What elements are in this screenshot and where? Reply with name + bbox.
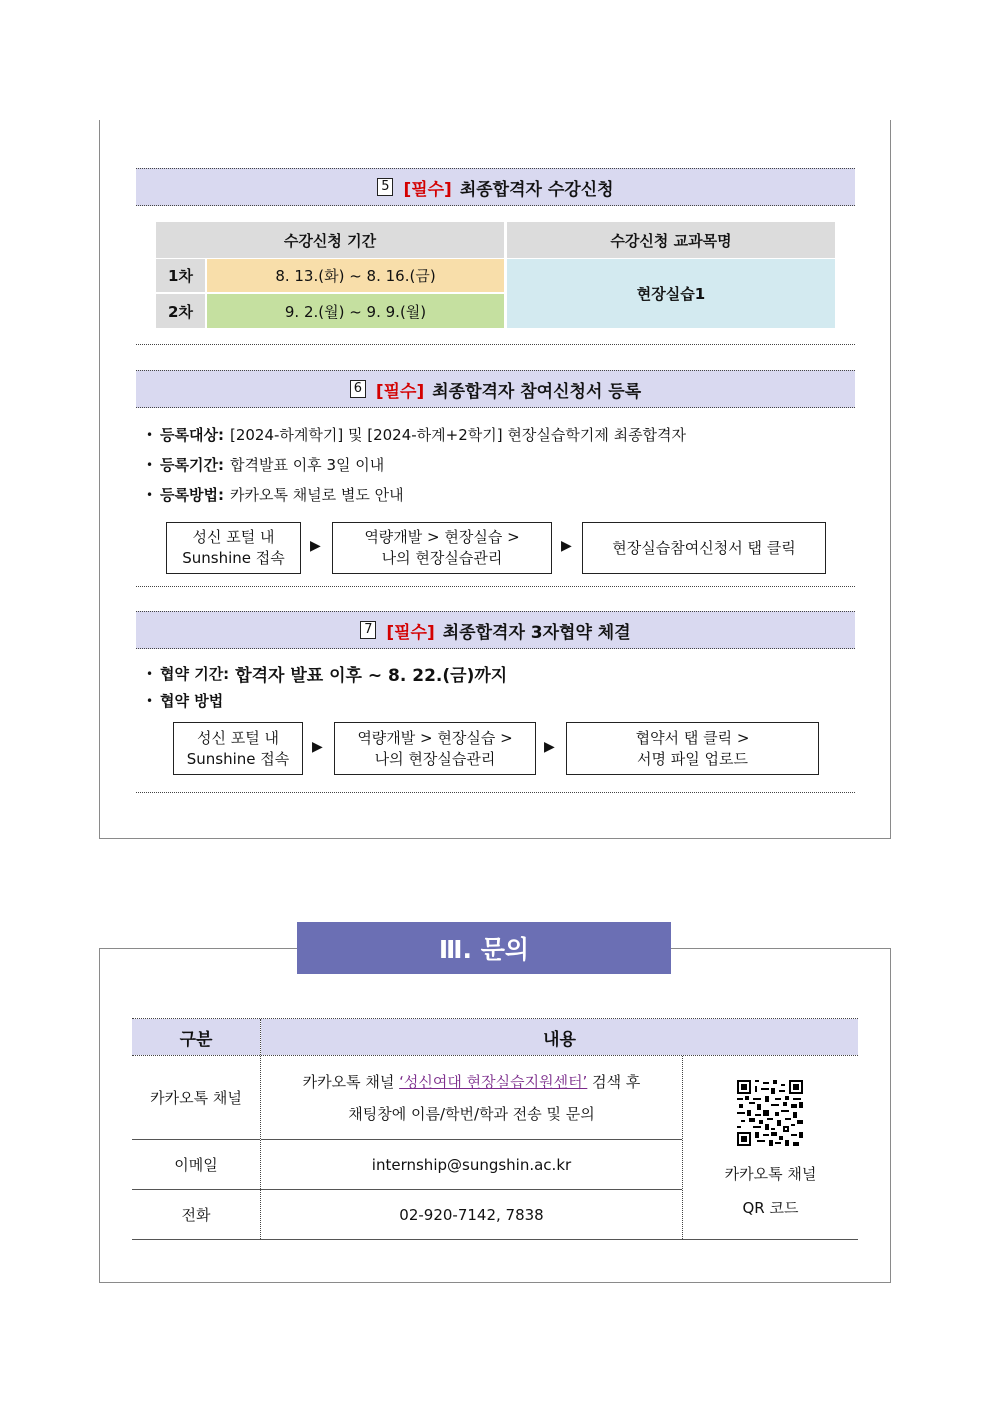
bullet-agreement-period bbox=[146, 661, 513, 686]
section-divider bbox=[136, 586, 855, 587]
channel-name-link[interactable]: ‘성신여대 현장실습지원센터’ bbox=[399, 1073, 588, 1091]
row-category-email: 이메일 bbox=[174, 1156, 218, 1174]
phone-number: 02-920-7142, 7838 bbox=[399, 1205, 544, 1224]
flow-line: 역량개발 > 현장실습 > bbox=[357, 728, 513, 747]
round-period-2: 9. 2.(월) ~ 9. 9.(월) bbox=[207, 294, 504, 328]
bullet-dot-icon: • bbox=[146, 427, 154, 442]
section-number-badge: 5 bbox=[377, 178, 393, 196]
flow-step-2 bbox=[334, 722, 536, 775]
section6-header bbox=[136, 370, 855, 408]
required-tag: [필수] bbox=[403, 179, 452, 200]
flow-line: 역량개발 > 현장실습 > bbox=[364, 528, 520, 546]
bullet-label: 등록방법: bbox=[160, 486, 224, 504]
arrow-right-icon: ▶ bbox=[561, 538, 572, 554]
bullet-text: 합격발표 이후 3일 이내 bbox=[229, 456, 385, 474]
section-title: 최종합격자 수강신청 bbox=[459, 179, 614, 200]
bullet-label: 협약 방법 bbox=[160, 692, 224, 710]
bullet-target bbox=[146, 424, 686, 445]
table-header-category: 구분 bbox=[132, 1019, 260, 1055]
flow-line: 성신 포털 내 bbox=[192, 528, 275, 546]
flow-line: Sunshine 접속 bbox=[182, 549, 285, 567]
bullet-label: 협약 기간: bbox=[160, 665, 230, 683]
qr-label-2: QR 코드 bbox=[742, 1198, 799, 1217]
bullet-agreement-method bbox=[146, 690, 229, 711]
arrow-right-icon: ▶ bbox=[310, 538, 321, 554]
flow-line: 협약서 탭 클릭 > bbox=[635, 728, 750, 747]
bullet-method bbox=[146, 484, 404, 505]
text-segment: 카카오톡 채널 bbox=[302, 1073, 400, 1091]
bullet-dot-icon: • bbox=[146, 487, 154, 502]
section-number-badge: 6 bbox=[350, 380, 366, 398]
flow-line: 서명 파일 업로드 bbox=[637, 749, 748, 768]
table-header-content: 내용 bbox=[261, 1019, 858, 1055]
bullet-period bbox=[146, 454, 384, 475]
section-title: 최종합격자 3자협약 체결 bbox=[442, 622, 631, 643]
bullet-text: 합격자 발표 이후 ~ 8. 22.(금)까지 bbox=[235, 666, 508, 686]
flow-line: 나의 현장실습관리 bbox=[374, 749, 496, 768]
qr-code-icon[interactable] bbox=[737, 1080, 803, 1146]
table-header-period: 수강신청 기간 bbox=[156, 222, 504, 258]
bullet-dot-icon: • bbox=[146, 666, 154, 681]
required-tag: [필수] bbox=[386, 622, 435, 643]
section-number-badge: 7 bbox=[360, 621, 376, 639]
section7-header bbox=[136, 611, 855, 649]
arrow-right-icon: ▶ bbox=[544, 739, 555, 755]
flow-step-3 bbox=[566, 722, 819, 775]
required-tag: [필수] bbox=[375, 381, 425, 402]
arrow-right-icon: ▶ bbox=[312, 739, 323, 755]
bullet-label: 등록기간: bbox=[160, 456, 224, 474]
bullet-label: 등록대상: bbox=[160, 426, 224, 444]
table-header-course: 수강신청 교과목명 bbox=[507, 222, 835, 258]
bullet-text: [2024-하계학기] 및 [2024-하계+2학기] 현장실습학기제 최종합격자 bbox=[229, 426, 687, 444]
bullet-dot-icon: • bbox=[146, 457, 154, 472]
row-category-kakao: 카카오톡 채널 bbox=[150, 1089, 242, 1107]
section-divider bbox=[136, 344, 855, 345]
section-divider bbox=[136, 792, 855, 793]
course-name: 현장실습1 bbox=[507, 259, 835, 328]
email-address[interactable]: internship@sungshin.ac.kr bbox=[371, 1155, 572, 1174]
section-title: 최종합격자 참여신청서 등록 bbox=[432, 381, 642, 402]
row-category-phone: 전화 bbox=[181, 1206, 211, 1224]
flow-line: 성신 포털 내 bbox=[197, 728, 279, 747]
flow-line: 현장실습참여신청서 탭 클릭 bbox=[612, 538, 796, 557]
qr-label-1: 카카오톡 채널 bbox=[724, 1164, 817, 1183]
text-segment: 검색 후 bbox=[587, 1073, 641, 1091]
round-period-1: 8. 13.(화) ~ 8. 16.(금) bbox=[207, 259, 504, 292]
table-bottom-line bbox=[132, 1239, 858, 1240]
round-label-1: 1차 bbox=[156, 259, 205, 292]
flow-step-2 bbox=[332, 522, 552, 574]
row-content-kakao bbox=[261, 1066, 682, 1130]
round-label-2: 2차 bbox=[156, 294, 205, 328]
flow-step-1 bbox=[166, 522, 301, 574]
inquiry-title: Ⅲ. 문의 bbox=[297, 922, 671, 974]
bullet-dot-icon: • bbox=[146, 693, 154, 708]
bullet-text: 카카오톡 채널로 별도 안내 bbox=[229, 486, 404, 504]
text-line: 채팅창에 이름/학번/학과 전송 및 문의 bbox=[348, 1105, 595, 1123]
flow-line: Sunshine 접속 bbox=[186, 749, 290, 768]
section5-header bbox=[136, 168, 855, 206]
flow-step-3 bbox=[582, 522, 826, 574]
flow-step-1 bbox=[173, 722, 303, 775]
flow-line: 나의 현장실습관리 bbox=[381, 549, 503, 567]
